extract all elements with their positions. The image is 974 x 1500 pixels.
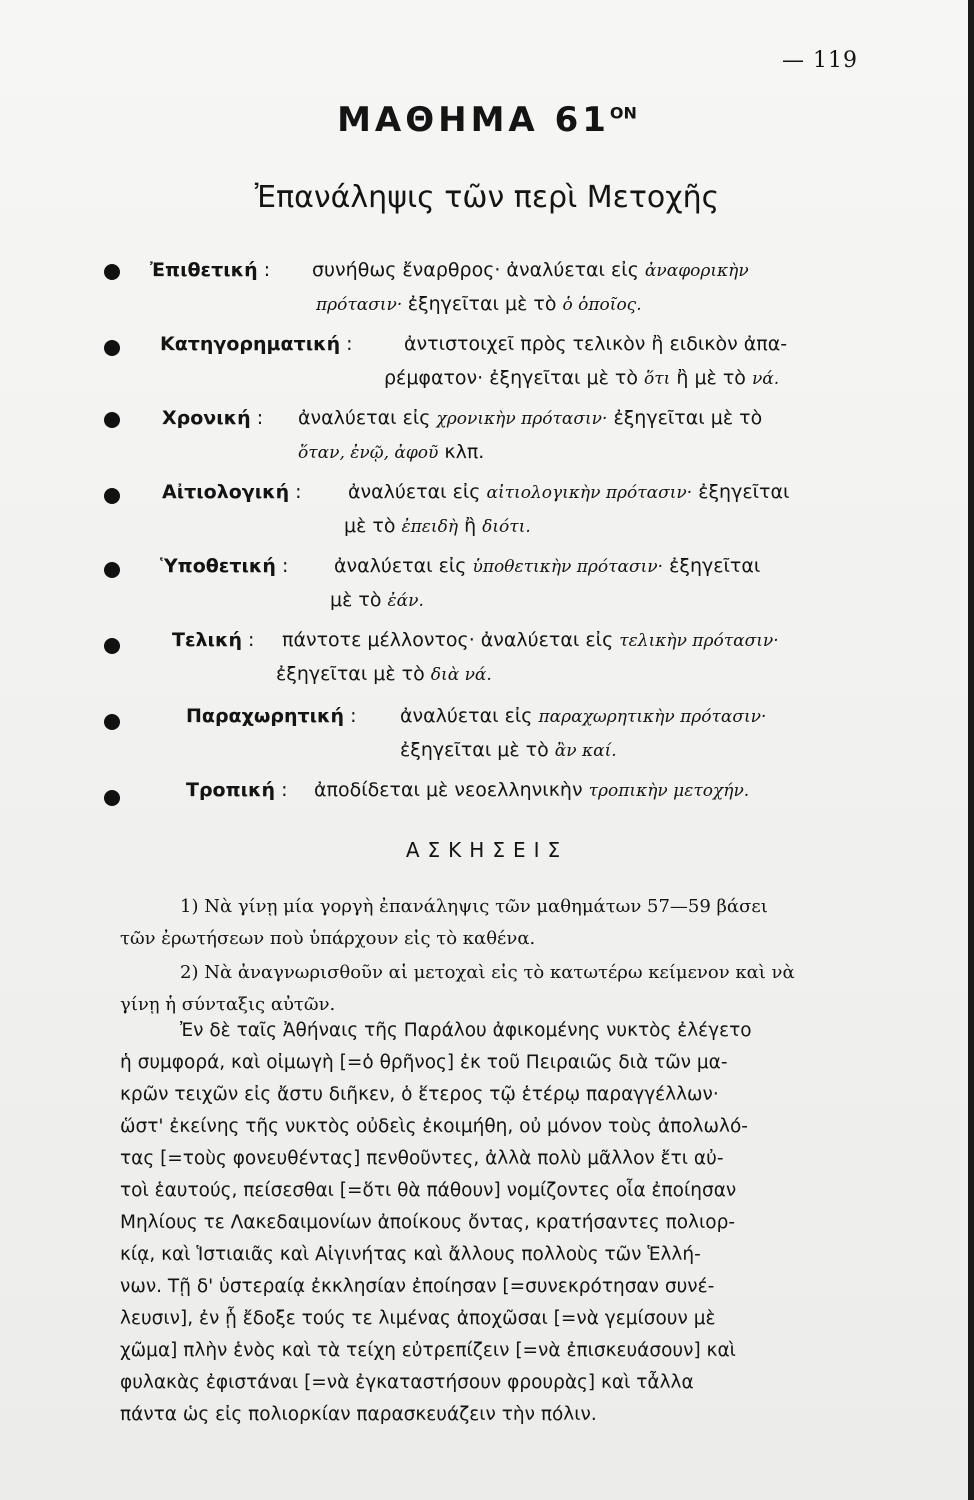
passage-line: κίᾳ, καὶ Ἱστιαιᾶς καὶ Αἰγινήτας καὶ ἄλλους πολλοὺς τῶν Ἑλλή- (120, 1244, 701, 1265)
passage-line: νων. Τῇ δ' ὑστεραίᾳ ἐκκλησίαν ἐποίησαν [=συνεκρότησαν συνέ- (120, 1276, 715, 1297)
bullet-icon (104, 412, 120, 428)
lesson-title-text: ΜΑΘΗΜΑ 61 (337, 100, 610, 140)
definition-line: ὅταν, ἐνῷ, ἀφοῦ κλπ. (298, 441, 485, 463)
lesson-title (0, 100, 974, 140)
passage-line: πάντα ὡς εἰς πολιορκίαν παρασκευάζειν τὴν πόλιν. (120, 1404, 597, 1425)
passage-line: ἡ συμφορά, καὶ οἰμωγὴ [=ὁ θρῆνος] ἐκ τοῦ Πειραιῶς διὰ τῶν μα- (120, 1052, 728, 1073)
definition-line: ἀναλύεται εἰς αἰτιολογικὴν πρότασιν· ἐξηγεῖται (348, 481, 790, 503)
lesson-title-suffix: ΟΝ (609, 103, 637, 123)
definition-line: πρότασιν· ἐξηγεῖται μὲ τὸ ὁ ὁποῖος. (316, 293, 642, 315)
definition-line: πάντοτε μέλλοντος· ἀναλύεται εἰς τελικὴν πρότασιν· (282, 629, 779, 651)
passage-line: Μηλίους τε Λακεδαιμονίων ἀποίκους ὄντας, κρατήσαντες πολιορ- (120, 1212, 736, 1233)
definition-term: Αἰτιολογική : (162, 474, 302, 510)
passage-line: κρῶν τειχῶν εἰς ἄστυ διῆκεν, ὁ ἕτερος τῷ ἑτέρῳ παραγγέλλων· (120, 1084, 719, 1105)
definition-line: ἀναλύεται εἰς παραχωρητικὴν πρότασιν· (400, 705, 767, 727)
definition-term: Κατηγορηματική : (160, 326, 353, 362)
definition-line: ἀναλύεται εἰς ὑποθετικὴν πρότασιν· ἐξηγεῖται (334, 555, 761, 577)
definition-term: Ἐπιθετική : (150, 252, 270, 288)
bullet-icon (104, 638, 120, 654)
definition-line: ἀναλύεται εἰς χρονικὴν πρότασιν· ἐξηγεῖται μὲ τὸ (298, 407, 763, 429)
passage-line: λευσιν], ἐν ᾗ ἔδοξε τούς τε λιμένας ἀποχῶσαι [=νὰ γεμίσουν μὲ (120, 1308, 716, 1329)
definition-term: Χρονική : (162, 400, 263, 436)
exercise-line: 2) Νὰ ἀναγνωρισθοῦν αἱ μετοχαὶ εἰς τὸ κατωτέρω κείμενον καὶ νὰ (180, 962, 795, 983)
bullet-icon (104, 340, 120, 356)
exercise-line: 1) Νὰ γίνῃ μία γοργὴ ἐπανάληψις τῶν μαθημάτων 57—59 βάσει (180, 896, 768, 917)
definition-line: ἀποδίδεται μὲ νεοελληνικὴν τροπικὴν μετοχήν. (314, 779, 750, 801)
bullet-icon (104, 264, 120, 280)
passage-line: Ἐν δὲ ταῖς Ἀθήναις τῆς Παράλου ἀφικομένης νυκτὸς ἐλέγετο (180, 1020, 752, 1041)
definition-term: Τελική : (172, 622, 254, 658)
bullet-icon (104, 562, 120, 578)
passage-line: τοὶ ἑαυτούς, πείσεσθαι [=ὅτι θὰ πάθουν] νομίζοντες οἷα ἐποίησαν (120, 1180, 737, 1201)
exercise-line: τῶν ἐρωτήσεων ποὺ ὑπάρχουν εἰς τὸ καθένα. (120, 928, 536, 949)
definition-line: συνήθως ἔναρθρος· ἀναλύεται εἰς ἀναφορικὴν (312, 259, 749, 281)
definition-line: ἐξηγεῖται μὲ τὸ διὰ νά. (276, 663, 492, 685)
exercise-line: γίνῃ ἡ σύνταξις αὐτῶν. (120, 994, 336, 1015)
bullet-icon (104, 790, 120, 806)
passage-line: φυλακὰς ἐφιστάναι [=νὰ ἐγκαταστήσουν φρουρὰς] καὶ τἆλλα (120, 1372, 694, 1393)
passage-line: τας [=τοὺς φονευθέντας] πενθοῦντες, ἀλλὰ πολὺ μᾶλλον ἔτι αὐ- (120, 1148, 724, 1169)
page-number: — 119 (782, 48, 858, 73)
exercises-heading: ΑΣΚΗΣΕΙΣ (405, 838, 569, 862)
definition-line: ἐξηγεῖται μὲ τὸ ἂν καί. (400, 739, 617, 761)
definition-line: ρέμφατον· ἐξηγεῖται μὲ τὸ ὅτι ἢ μὲ τὸ νά. (384, 367, 780, 389)
definition-term: Τροπική : (186, 772, 288, 808)
lesson-subtitle: Ἐπανάληψις τῶν περὶ Μετοχῆς (254, 180, 720, 215)
definition-line: μὲ τὸ ἐάν. (330, 589, 424, 611)
definition-line: ἀντιστοιχεῖ πρὸς τελικὸν ἢ ειδικὸν ἀπα- (404, 333, 788, 355)
passage-line: χῶμα] πλὴν ἑνὸς καὶ τὰ τείχη εὐτρεπίζειν [=νὰ ἐπισκευάσουν] καὶ (120, 1340, 736, 1361)
passage-line: ὥστ' ἐκείνης τῆς νυκτὸς οὐδεὶς ἐκοιμήθη, οὐ μόνον τοὺς ἀπολωλό- (120, 1116, 748, 1137)
bullet-icon (104, 714, 120, 730)
bullet-icon (104, 488, 120, 504)
definition-term: Παραχωρητική : (186, 698, 357, 734)
definition-term: Ὑποθετική : (160, 548, 288, 584)
definition-line: μὲ τὸ ἐπειδὴ ἢ διότι. (344, 515, 531, 537)
